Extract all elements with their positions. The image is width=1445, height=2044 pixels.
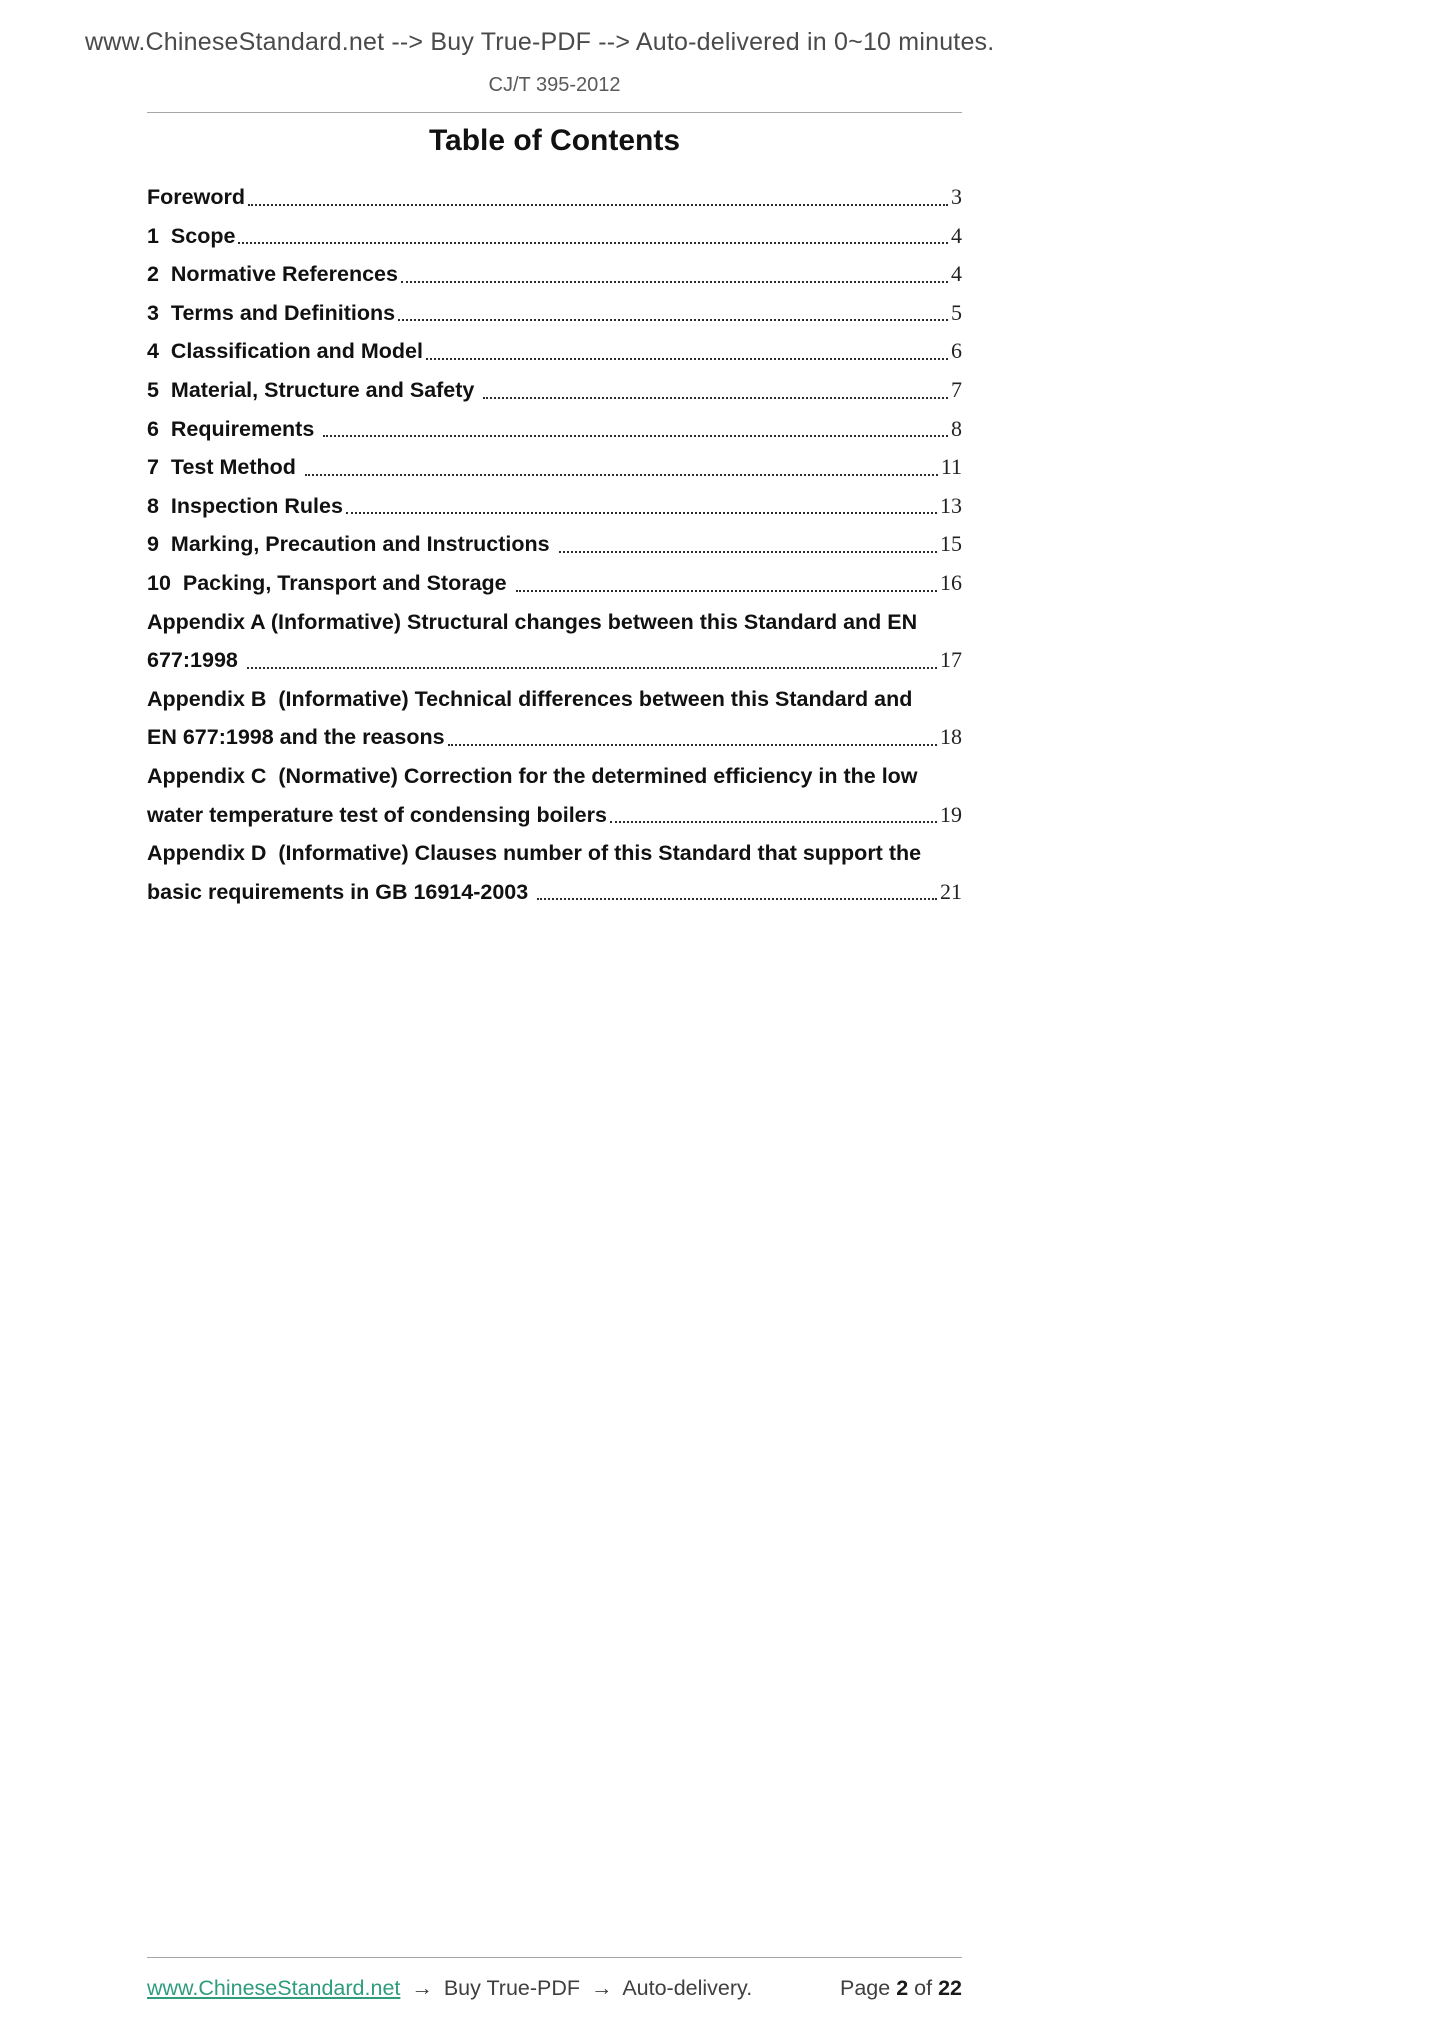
toc-leader-dots xyxy=(323,435,948,437)
toc-entry-label: 4 Classification and Model xyxy=(147,339,423,364)
toc-entry-label: basic requirements in GB 16914-2003 xyxy=(147,879,535,904)
toc-entry-label: 10 Packing, Transport and Storage xyxy=(147,570,513,595)
toc-entry-label: 3 Terms and Definitions xyxy=(147,300,396,325)
toc-leader-dots xyxy=(247,667,937,669)
toc-entry xyxy=(147,255,962,294)
toc-page-number: 16 xyxy=(940,569,962,595)
of-word: of xyxy=(914,1976,933,2000)
toc-entry-label: Appendix B (Informative) Technical differences between this Standard and xyxy=(147,686,913,711)
toc-entry-label: 9 Marking, Precaution and Instructions xyxy=(147,532,556,557)
header-divider xyxy=(147,112,962,113)
toc-entry-label: 2 Normative References xyxy=(147,262,398,287)
toc-page-number: 11 xyxy=(940,454,962,480)
toc-entry-line xyxy=(147,294,962,333)
toc-entry xyxy=(147,487,962,526)
toc-page-number: 21 xyxy=(940,878,962,904)
footer-links xyxy=(147,1976,752,2001)
toc-entry-label: 5 Material, Structure and Safety xyxy=(147,377,481,402)
toc-entry xyxy=(147,410,962,449)
toc-entry-line xyxy=(147,757,962,796)
toc-entry xyxy=(147,757,962,834)
toc-entry-line xyxy=(147,680,962,719)
toc-entry-label: EN 677:1998 and the reasons xyxy=(147,725,445,750)
toc-page-number: 8 xyxy=(951,415,962,441)
page-title: Table of Contents xyxy=(428,124,681,157)
toc-entry-label: 7 Test Method xyxy=(147,455,302,480)
toc-entry-line xyxy=(147,255,962,294)
toc-entry xyxy=(147,603,962,680)
page-indicator xyxy=(840,1976,962,2001)
toc-entry xyxy=(147,294,962,333)
toc-leader-dots xyxy=(537,898,937,900)
page-total: 22 xyxy=(938,1976,962,2000)
toc-entry-label: 1 Scope xyxy=(147,223,236,248)
toc-page-number: 15 xyxy=(940,531,962,557)
footer-buy-text: Buy True-PDF xyxy=(443,1976,581,2000)
header-banner-text: www.ChineseStandard.net --> Buy True-PDF --> Auto-delivered in 0~10 minutes. xyxy=(85,28,995,56)
toc-entry-label: 8 Inspection Rules xyxy=(147,493,343,518)
toc-entry xyxy=(147,371,962,410)
page-footer xyxy=(147,1976,962,2001)
toc-entry-label: 6 Requirements xyxy=(147,416,321,441)
toc-page-number: 13 xyxy=(940,492,962,518)
toc-leader-dots xyxy=(559,551,937,553)
toc-entry xyxy=(147,834,962,911)
toc-leader-dots xyxy=(426,358,948,360)
toc-page-number: 6 xyxy=(951,338,962,364)
toc-entry xyxy=(147,178,962,217)
toc-entry-label: Foreword xyxy=(147,185,245,209)
toc-entry-line xyxy=(147,873,962,912)
toc-leader-dots xyxy=(398,319,948,321)
arrow-icon: → xyxy=(411,1976,433,2000)
toc-entry-line xyxy=(147,332,962,371)
toc-page-number: 5 xyxy=(951,299,962,325)
toc-leader-dots xyxy=(448,744,937,746)
toc-entry-line xyxy=(147,487,962,526)
toc-page-number: 7 xyxy=(951,376,962,402)
toc-leader-dots xyxy=(516,590,937,592)
toc-entry-line xyxy=(147,834,962,873)
toc-leader-dots xyxy=(401,281,948,283)
toc-page-number: 18 xyxy=(940,724,962,750)
toc-entry-line xyxy=(147,603,962,642)
standard-code: CJ/T 395-2012 xyxy=(488,74,621,96)
toc-entry-line xyxy=(147,525,962,564)
footer-divider xyxy=(147,1957,962,1958)
footer-delivery-text: Auto-delivery. xyxy=(622,1976,753,2000)
toc-entry xyxy=(147,680,962,757)
toc-entry xyxy=(147,448,962,487)
toc-entry-line xyxy=(147,448,962,487)
toc-page-number: 4 xyxy=(951,261,962,287)
toc-page-number: 19 xyxy=(940,801,962,827)
toc-leader-dots xyxy=(610,821,937,823)
toc-page-number: 4 xyxy=(951,222,962,248)
toc-entry-line xyxy=(147,178,962,217)
toc-leader-dots xyxy=(305,474,938,476)
toc-leader-dots xyxy=(483,397,948,399)
toc-list xyxy=(147,178,962,911)
toc-entry-line xyxy=(147,564,962,603)
page-word: Page xyxy=(840,1976,891,2000)
toc-entry-line xyxy=(147,796,962,835)
toc-entry xyxy=(147,525,962,564)
toc-leader-dots xyxy=(248,204,948,206)
arrow-icon: → xyxy=(591,1976,613,2000)
toc-entry xyxy=(147,564,962,603)
toc-entry-line xyxy=(147,718,962,757)
toc-entry xyxy=(147,332,962,371)
toc-entry-line xyxy=(147,217,962,256)
site-link[interactable]: www.ChineseStandard.net xyxy=(147,1976,401,2000)
toc-entry-label: water temperature test of condensing boilers xyxy=(147,802,607,827)
toc-entry-label: Appendix D (Informative) Clauses number of this Standard that support the xyxy=(147,841,922,866)
toc-leader-dots xyxy=(346,512,937,514)
toc-page-number: 3 xyxy=(951,184,962,209)
page-current: 2 xyxy=(896,1976,909,2000)
toc-entry-line xyxy=(147,641,962,680)
toc-page-number: 17 xyxy=(940,647,962,673)
toc-entry-line xyxy=(147,371,962,410)
toc-entry xyxy=(147,217,962,256)
toc-entry-label: 677:1998 xyxy=(147,648,244,673)
toc-entry-label: Appendix A (Informative) Structural changes between this Standard and EN xyxy=(147,609,918,634)
toc-entry-line xyxy=(147,410,962,449)
toc-leader-dots xyxy=(238,242,948,244)
toc-entry-label: Appendix C (Normative) Correction for the determined efficiency in the low xyxy=(147,763,918,788)
